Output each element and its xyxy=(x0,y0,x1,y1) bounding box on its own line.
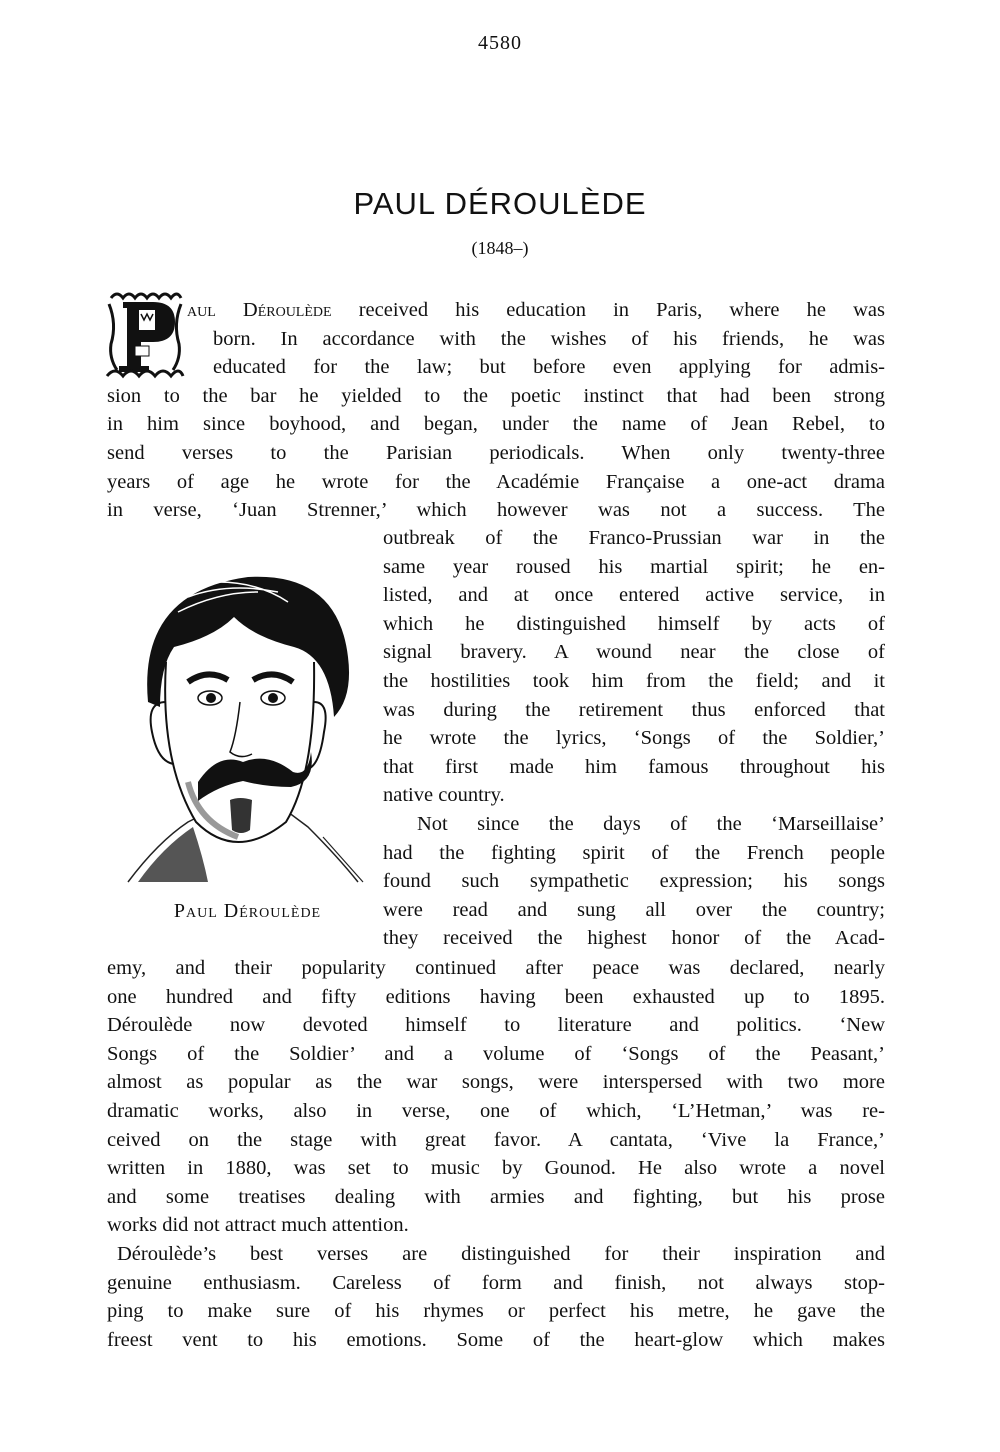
text-line: and some treatises dealing with armies and fighting, but his prose xyxy=(107,1185,885,1208)
text-line xyxy=(107,296,885,325)
text-line: outbreak of the Franco-Prussian war in the xyxy=(383,527,885,549)
page-number: 4580 xyxy=(478,32,522,54)
text-line: listed, and at once entered active service, in xyxy=(383,584,885,607)
text-line: was during the retirement thus enforced that xyxy=(383,698,885,721)
text-line: in verse, ‘Juan Strenner,’ which however was not a success. The xyxy=(107,499,885,522)
text-line: send verses to the Parisian periodicals. When only twenty-three xyxy=(107,441,885,464)
text-line: found such sympathetic expression; his songs xyxy=(383,870,885,893)
portrait-caption: Paul Déroulède xyxy=(173,900,322,922)
text-line: were read and sung all over the country; xyxy=(383,898,885,921)
text-block-intro xyxy=(107,296,885,525)
text-line: same year roused his martial spirit; he en- xyxy=(383,555,885,578)
text-line: ceived on the stage with great favor. A cantata, ‘Vive la France,’ xyxy=(107,1128,885,1151)
text-line: the hostilities took him from the field; and it xyxy=(383,669,885,692)
portrait-engraving xyxy=(118,552,368,897)
text-line: educated for the law; but before even applying for admis- xyxy=(213,356,885,379)
text-line: written in 1880, was set to music by Gounod. He also wrote a novel xyxy=(107,1157,885,1180)
text-line: they received the highest honor of the Acad- xyxy=(383,927,885,950)
text-line: Déroulède now devoted himself to literature and politics. ‘New xyxy=(107,1014,885,1037)
text-line: that first made him famous throughout his xyxy=(383,755,885,778)
text-line: almost as popular as the war songs, were interspersed with two more xyxy=(107,1071,885,1094)
text-line: emy, and their popularity continued after peace was declared, nearly xyxy=(107,957,885,979)
text-line: which he distinguished himself by acts of xyxy=(383,612,885,635)
text-line: native country. xyxy=(383,784,505,807)
text-line: sion to the bar he yielded to the poetic instinct that had been strong xyxy=(107,384,885,407)
text-line: Songs of the Soldier’ and a volume of ‘Songs of the Peasant,’ xyxy=(107,1042,885,1065)
text-line: works did not attract much attention. xyxy=(107,1214,409,1237)
text-block-beside-portrait xyxy=(383,524,885,953)
text-line: he wrote the lyrics, ‘Songs of the Soldier,’ xyxy=(383,727,885,750)
text-line: had the fighting spirit of the French people xyxy=(383,841,885,864)
text-line: ping to make sure of his rhymes or perfect his metre, he gave the xyxy=(107,1300,885,1323)
text-line: born. In accordance with the wishes of his friends, he was xyxy=(213,327,885,350)
text-line: Not since the days of the ‘Marseillaise’ xyxy=(417,812,885,835)
text-line: Déroulède’s best verses are distinguished for their inspiration and xyxy=(117,1242,885,1265)
text-line: dramatic works, also in verse, one of which, ‘L’Hetman,’ was re- xyxy=(107,1099,885,1122)
text-line: in him since boyhood, and began, under the name of Jean Rebel, to xyxy=(107,413,885,436)
text-line: years of age he wrote for the Académie Française a one-act drama xyxy=(107,470,885,493)
text-line: genuine enthusiasm. Careless of form and finish, not always stop- xyxy=(107,1271,885,1294)
line-text: received his education in Paris, where he was xyxy=(331,299,885,321)
text-block-continuation xyxy=(107,954,885,1354)
text-line: signal bravery. A wound near the close of xyxy=(383,641,885,664)
text-line: freest vent to his emotions. Some of the heart-glow which makes xyxy=(107,1328,885,1351)
text-line: one hundred and fifty editions having been exhausted up to 1895. xyxy=(107,985,885,1008)
article-title: PAUL DÉROULÈDE xyxy=(353,186,647,221)
first-words-smallcaps: aul Déroulède xyxy=(187,299,332,321)
life-dates: (1848–) xyxy=(471,238,529,258)
